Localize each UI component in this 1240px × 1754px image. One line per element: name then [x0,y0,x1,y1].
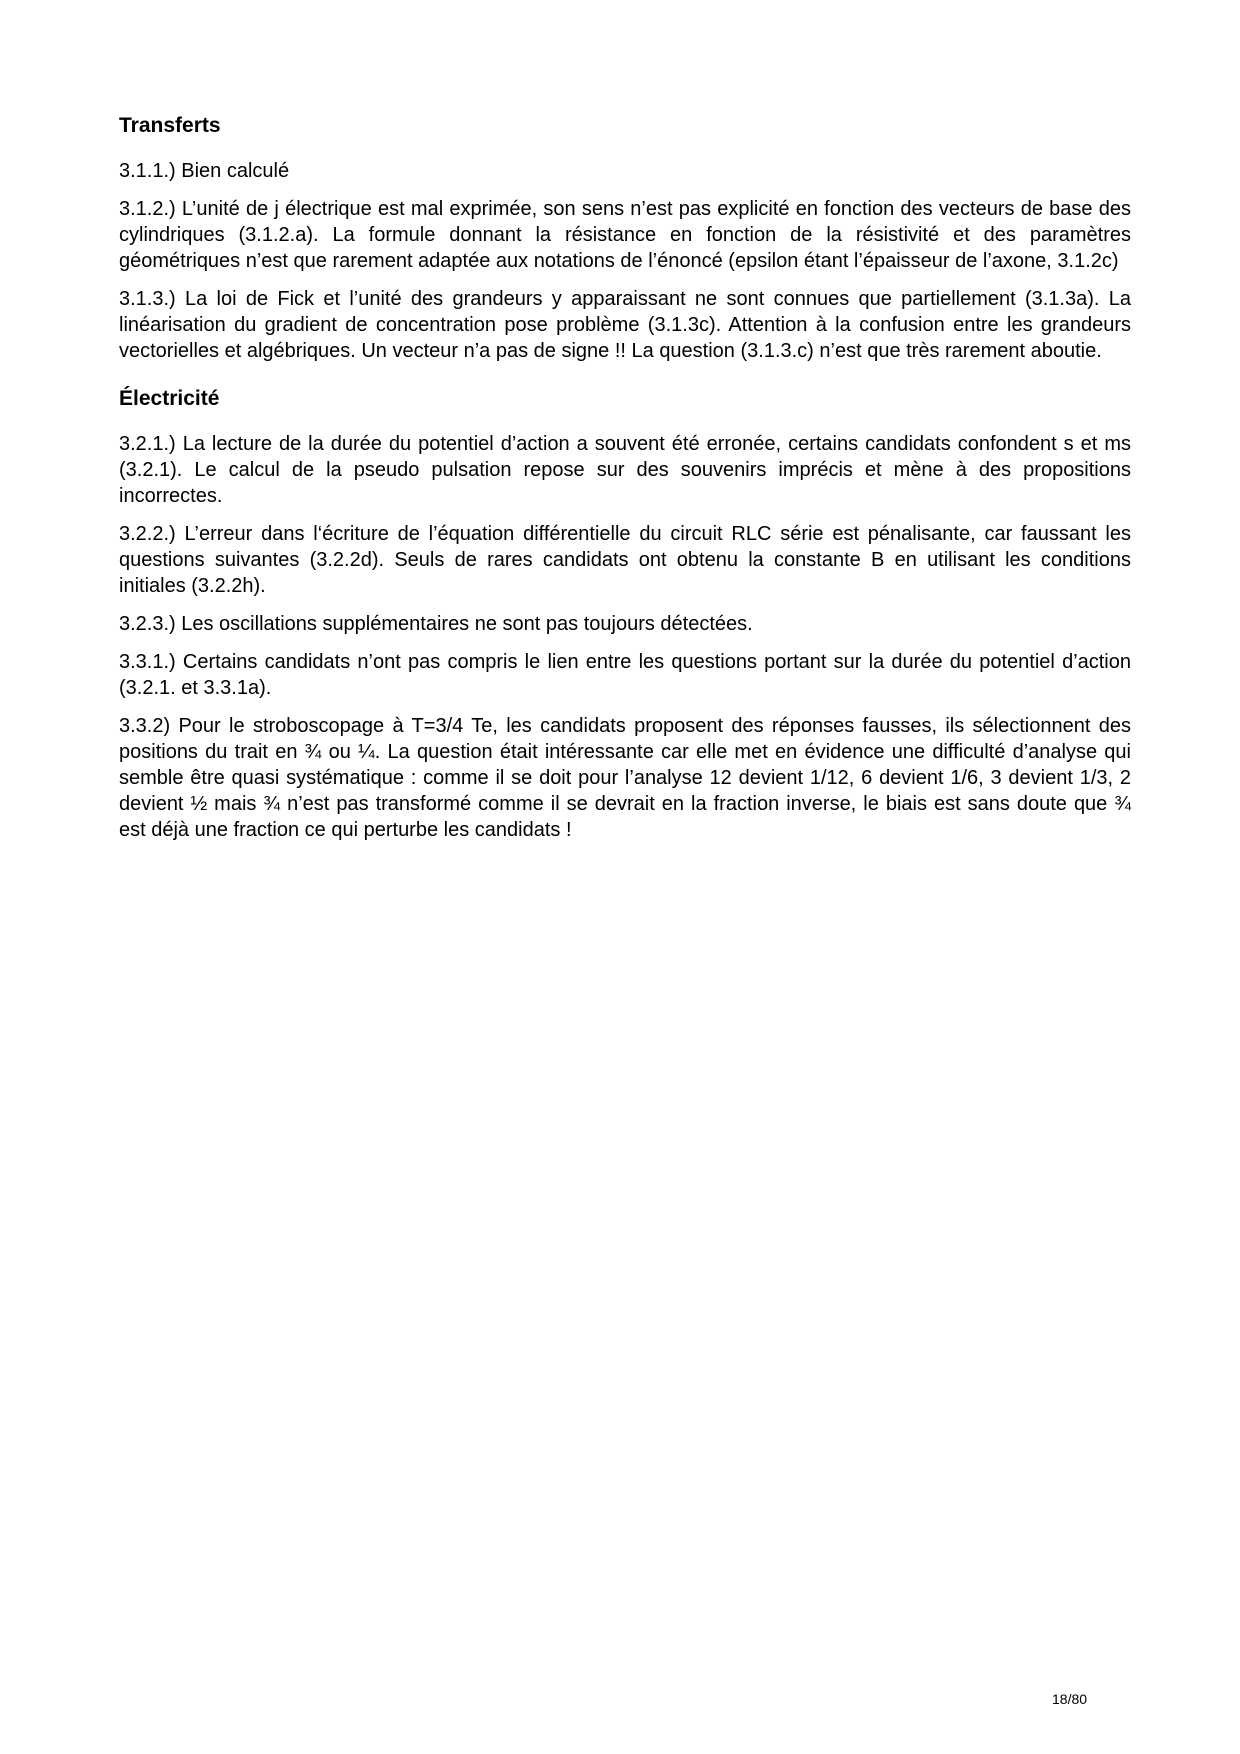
paragraph-3-1-2: 3.1.2.) L’unité de j électrique est mal exprimée, son sens n’est pas explicité en fonction des vecteurs de base des cylindriques (3.1.2.a). La formule donnant la résistance en fonction de la résistivité et des paramètres géométriques n’est que rarement adaptée aux notations de l’énoncé (epsilon étant l’épaisseur de l’axone, 3.1.2c) [119,198,1131,272]
page-number: 18/80 [1052,1691,1088,1707]
paragraph-3-2-2: 3.2.2.) L’erreur dans l‘écriture de l’équation différentielle du circuit RLC série est pénalisante, car faussant les questions suivantes (3.2.2d). Seuls de rares candidats ont obtenu la constante B en utilisant les conditions initiales (3.2.2h). [119,523,1131,597]
paragraph-3-2-3: 3.2.3.) Les oscillations supplémentaires ne sont pas toujours détectées. [119,613,753,635]
section-title-electricite: Électricité [119,387,220,410]
paragraph-3-3-2: 3.3.2) Pour le stroboscopage à T=3/4 Te, les candidats proposent des réponses fausses, ils sélectionnent des positions du trait en ¾ ou ¼. La question était intéressante car elle met en évidence une difficulté d’analyse qui semble être quasi systématique : comme il se doit pour l’analyse 12 devient 1/12, 6 devient 1/6, 3 devient 1/3, 2 devient ½ mais ¾ n’est pas transformé comme il se devrait en la fraction inverse, le biais est sans doute que ¾ est déjà une fraction ce qui perturbe les candidats ! [119,715,1131,841]
paragraph-3-3-1: 3.3.1.) Certains candidats n’ont pas compris le lien entre les questions portant sur la durée du potentiel d’action (3.2.1. et 3.3.1a). [119,651,1131,699]
paragraph-3-2-1: 3.2.1.) La lecture de la durée du potentiel d’action a souvent été erronée, certains candidats confondent s et ms (3.2.1). Le calcul de la pseudo pulsation repose sur des souvenirs imprécis et mène à des propositions incorrectes. [119,433,1131,507]
section-title-transferts: Transferts [119,114,221,137]
paragraph-3-1-1: 3.1.1.) Bien calculé [119,160,290,182]
paragraph-3-1-3: 3.1.3.) La loi de Fick et l’unité des grandeurs y apparaissant ne sont connues que partiellement (3.1.3a). La linéarisation du gradient de concentration pose problème (3.1.3c). Attention à la confusion entre les grandeurs vectorielles et algébriques. Un vecteur n’a pas de signe !! La question (3.1.3.c) n’est que très rarement aboutie. [119,288,1131,362]
document-body [119,113,1131,855]
